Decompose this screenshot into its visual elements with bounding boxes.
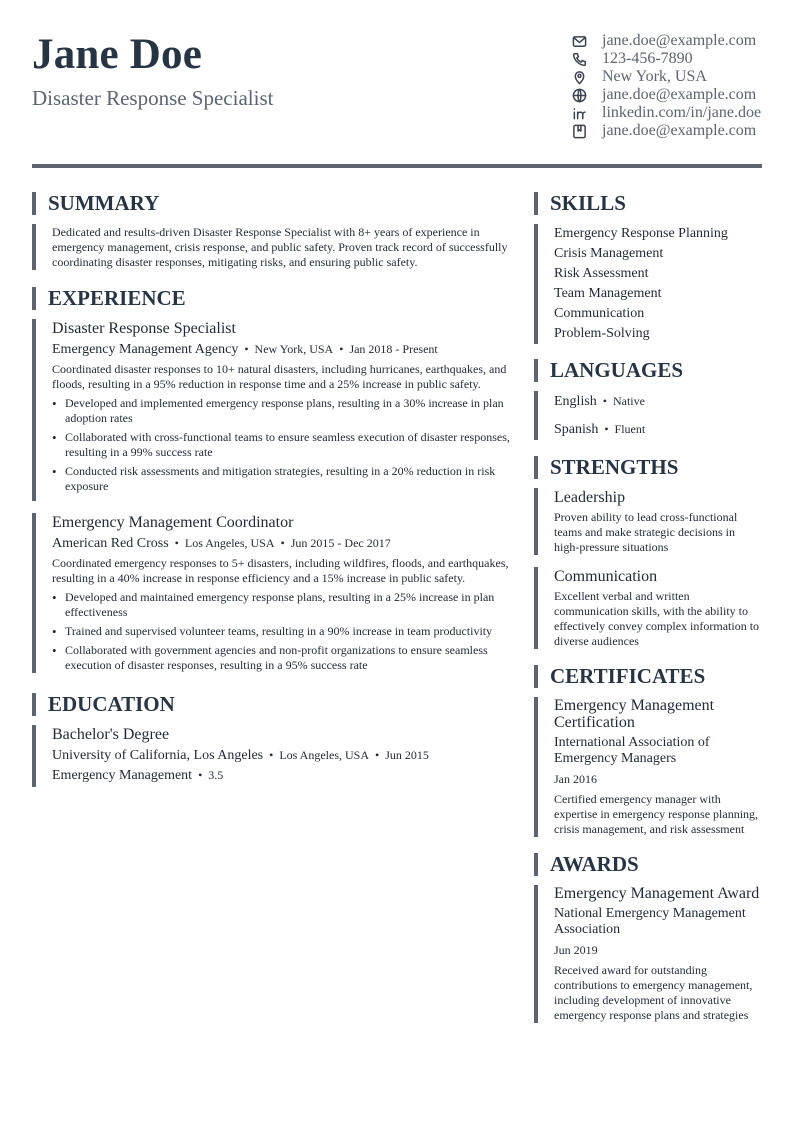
language-level: Native: [612, 394, 645, 408]
resume-page: [32, 0, 762, 1022]
separator-dot: •: [244, 342, 249, 356]
contact-text: jane.doe@example.com: [602, 86, 757, 103]
separator-dot: •: [604, 422, 609, 436]
language-item: [554, 419, 762, 440]
field-of-study: Emergency Management: [52, 768, 193, 783]
contact-location[interactable]: [570, 68, 762, 86]
certificate-item: [534, 697, 762, 837]
languages-section: [534, 391, 762, 440]
certificate-description: Certified emergency manager with expertise in emergency response planning, crisis management, and risk assessment: [554, 792, 759, 836]
contact-phone[interactable]: [570, 50, 762, 68]
summary-heading: SUMMARY: [32, 192, 512, 215]
job-dates: Jan 2018 - Present: [349, 342, 438, 356]
job-description: Coordinated emergency responses to 5+ disasters, including wildfires, floods, and earthquakes, resulting in a 40% increase in response efficiency and a 15% increase in public safety.: [52, 556, 509, 585]
job-entry: [32, 513, 512, 673]
education-section: [32, 725, 512, 787]
school-location: Los Angeles, USA: [279, 748, 370, 762]
skills-section: [534, 224, 762, 344]
contact-text: linkedin.com/in/jane.doe: [602, 104, 762, 121]
separator-dot: •: [339, 342, 344, 356]
strengths-heading: STRENGTHS: [534, 456, 762, 479]
contact-text: jane.doe@example.com: [602, 32, 757, 49]
candidate-title: Disaster Response Specialist: [32, 86, 274, 110]
strength-description: Proven ability to lead cross-functional teams and make strategic decisions in high-pressure situations: [554, 510, 738, 554]
contact-text: jane.doe@example.com: [602, 122, 757, 139]
bullet-item: • Collaborated with cross-functional teams to ensure seamless execution of disaster responses, resulting in a 99% success rate: [52, 430, 512, 460]
contact-portfolio[interactable]: [570, 122, 762, 140]
language-name: Spanish: [554, 422, 599, 437]
education-heading: EDUCATION: [32, 693, 512, 716]
languages-heading: LANGUAGES: [534, 359, 762, 382]
job-company: Emergency Management Agency: [52, 342, 239, 357]
strength-item: [534, 567, 762, 649]
globe-icon: [570, 86, 588, 104]
header-divider: [32, 164, 762, 168]
separator-dot: •: [602, 394, 607, 408]
award-date: Jun 2019: [554, 943, 598, 957]
job-title: Emergency Management Coordinator: [52, 514, 294, 531]
strength-title: Leadership: [554, 489, 626, 506]
strength-title: Communication: [554, 568, 658, 585]
phone-icon: [570, 50, 588, 68]
award-item: [534, 885, 762, 1023]
certificate-date: Jan 2016: [554, 772, 597, 786]
candidate-name: Jane Doe: [32, 31, 202, 78]
awards-heading: AWARDS: [534, 853, 762, 876]
language-level: Fluent: [614, 422, 646, 436]
bookmark-icon: [570, 122, 588, 140]
separator-dot: •: [269, 748, 274, 762]
graduation-date: Jun 2015: [385, 748, 429, 762]
email-icon: [570, 32, 588, 50]
job-meta: [52, 341, 512, 358]
strength-description: Excellent verbal and written communication skills, with the ability to effectively convey complex information to diverse audiences: [554, 589, 760, 648]
separator-dot: •: [174, 536, 179, 550]
job-location: Los Angeles, USA: [184, 536, 275, 550]
language-name: English: [554, 394, 597, 409]
job-description: Coordinated disaster responses to 10+ natural disasters, including hurricanes, earthquakes, and floods, resulting in a 95% reduction in response time and a 25% increase in public safety.: [52, 362, 507, 391]
contact-list: [570, 32, 762, 140]
skill-item: Team Management: [554, 286, 662, 301]
separator-dot: •: [198, 768, 203, 782]
bullet-item: • Collaborated with government agencies and non-profit organizations to ensure seamless execution of disaster responses, resulting in a 95% success rate: [52, 643, 512, 673]
school-name: University of California, Los Angeles: [52, 748, 264, 763]
bullet-item: • Developed and implemented emergency response plans, resulting in a 30% increase in plan adoption rates: [52, 396, 512, 426]
job-bullets: [52, 590, 512, 673]
separator-dot: •: [375, 748, 380, 762]
skill-item: Emergency Response Planning: [554, 226, 728, 241]
skill-item: Risk Assessment: [554, 266, 649, 281]
job-location: New York, USA: [254, 342, 334, 356]
skills-heading: SKILLS: [534, 192, 762, 215]
language-item: [554, 391, 762, 412]
bullet-item: • Conducted risk assessments and mitigation strategies, resulting in a 20% reduction in risk exposure: [52, 464, 512, 494]
left-column: [32, 192, 512, 787]
certificate-title: Emergency Management Certification: [554, 697, 715, 731]
summary-section: [32, 224, 512, 270]
job-meta: [52, 535, 512, 552]
contact-email[interactable]: [570, 32, 762, 50]
strength-item: [534, 488, 762, 555]
job-bullets: [52, 396, 512, 494]
contact-website[interactable]: [570, 86, 762, 104]
job-title: Disaster Response Specialist: [52, 320, 236, 337]
job-entry: [32, 319, 512, 501]
contact-text: New York, USA: [602, 68, 707, 85]
job-company: American Red Cross: [52, 536, 169, 551]
gpa: 3.5: [208, 768, 224, 782]
education-meta: [52, 747, 512, 764]
separator-dot: •: [280, 536, 285, 550]
certificate-issuer: International Association of Emergency Managers: [554, 735, 710, 766]
award-title: Emergency Management Award: [554, 885, 760, 902]
linkedin-icon: [570, 104, 588, 122]
bullet-item: • Developed and maintained emergency response plans, resulting in a 25% increase in plan effectiveness: [52, 590, 512, 620]
location-icon: [570, 68, 588, 86]
degree: Bachelor's Degree: [52, 726, 170, 743]
award-description: Received award for outstanding contributions to emergency management, including development of innovative emergency response plans and strategies: [554, 963, 753, 1022]
job-dates: Jun 2015 - Dec 2017: [290, 536, 391, 550]
certificates-heading: CERTIFICATES: [534, 665, 762, 688]
right-column: [534, 192, 762, 1023]
bullet-item: • Trained and supervised volunteer teams, resulting in a 90% increase in team productivity: [52, 624, 512, 639]
summary-text: Dedicated and results-driven Disaster Response Specialist with 8+ years of experience in emergency management, crisis response, and public safety. Proven track record of successfully coordinating disaster responses, mitigating risks, and ensuring public safety.: [52, 225, 508, 269]
skill-item: Communication: [554, 306, 645, 321]
education-field-row: [52, 767, 512, 784]
experience-heading: EXPERIENCE: [32, 287, 512, 310]
resume-header: [32, 0, 762, 166]
skill-item: Problem-Solving: [554, 326, 650, 341]
contact-linkedin[interactable]: [570, 104, 762, 122]
skill-item: Crisis Management: [554, 246, 664, 261]
contact-text: 123-456-7890: [602, 50, 693, 67]
award-issuer: National Emergency Management Association: [554, 906, 746, 937]
